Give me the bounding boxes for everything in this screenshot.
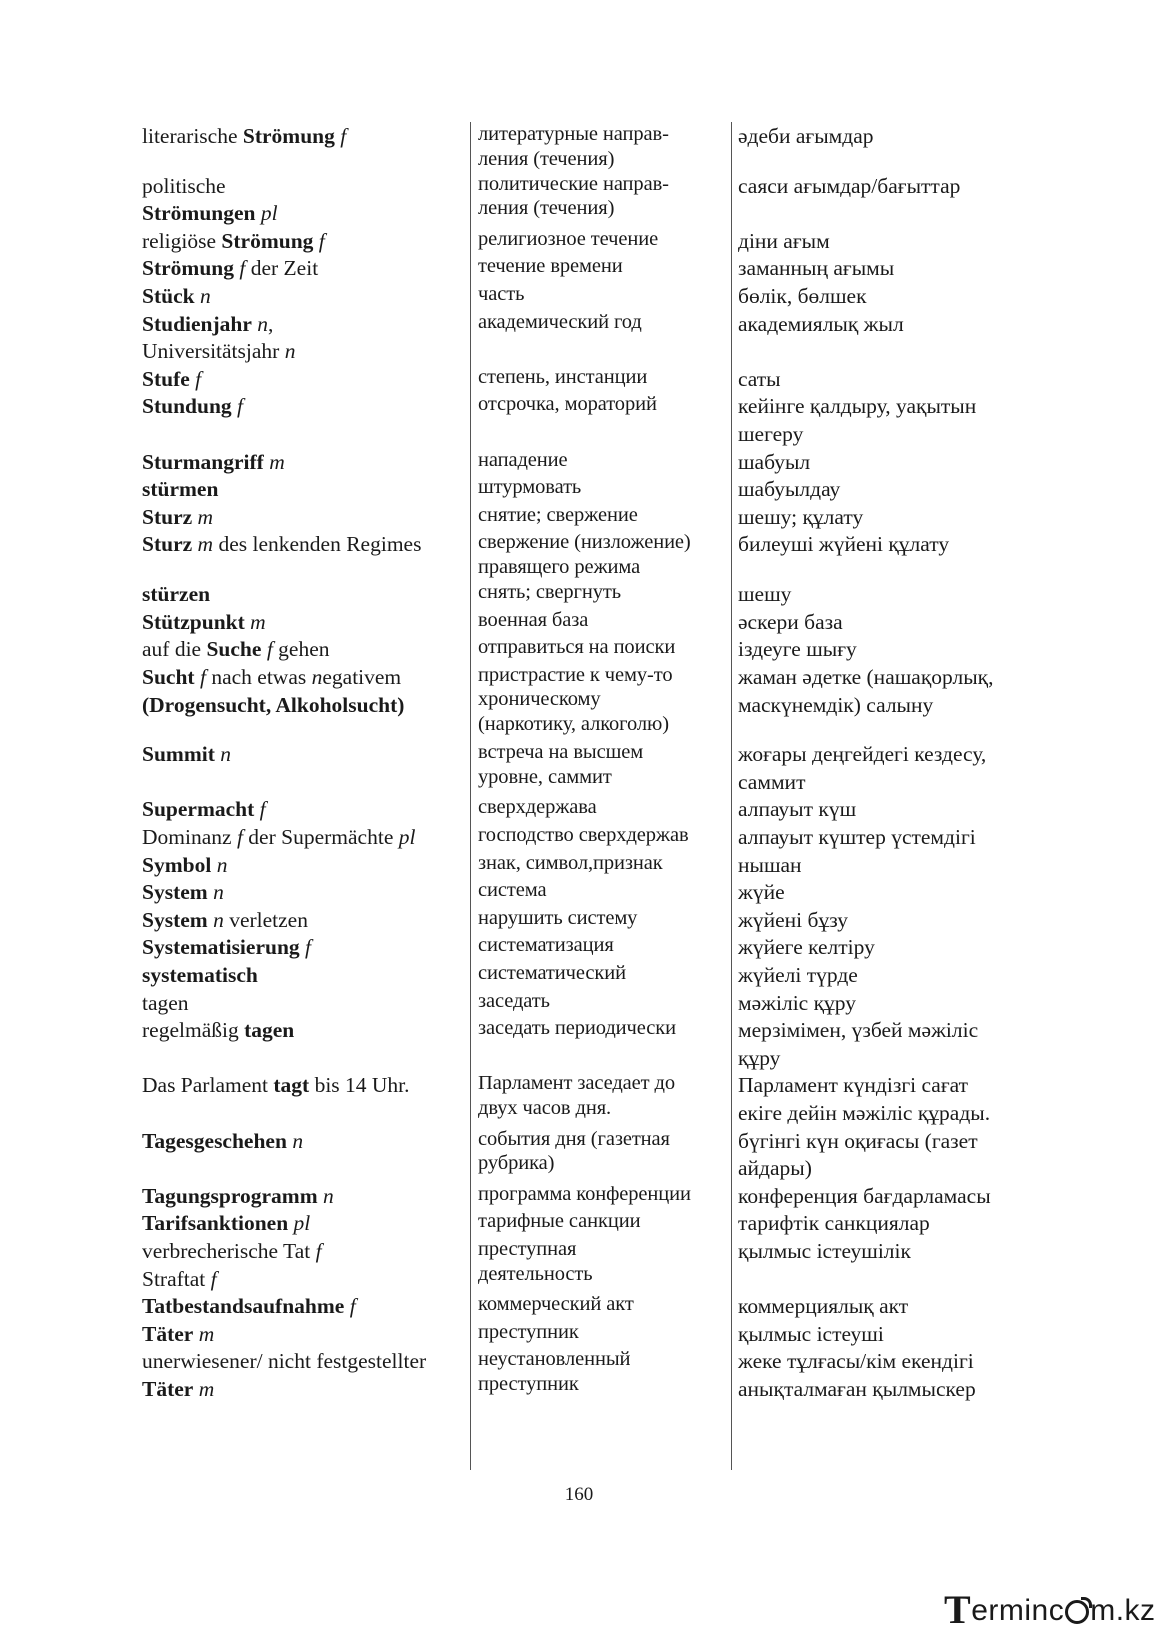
- german-term: [142, 122, 346, 150]
- term-text: Das Parlament: [142, 1073, 274, 1098]
- term-text: System: [142, 880, 208, 905]
- term-text: bis 14 Uhr.: [309, 1073, 410, 1098]
- kazakh-translation: жаман әдетке (нашақорлық,: [738, 664, 994, 689]
- german-term: [142, 227, 325, 255]
- term-text: regelmäßig: [142, 1018, 245, 1043]
- russian-translation: хроническому: [478, 688, 601, 711]
- russian-translation: преступник: [478, 1372, 579, 1395]
- german-term: [142, 1071, 410, 1099]
- kazakh-translation: жүйе: [738, 880, 785, 905]
- kazakh-translation: шешу: [738, 582, 792, 607]
- german-term: [142, 608, 266, 636]
- term-text: Tarifsanktionen: [142, 1211, 289, 1236]
- german-term: [142, 795, 266, 823]
- german-term: [142, 1347, 426, 1375]
- russian-translation: ления (течения): [478, 197, 615, 220]
- grammar-marker: f: [195, 366, 202, 391]
- term-text: Strömung: [221, 228, 314, 253]
- grammar-marker: f: [340, 124, 347, 148]
- russian-translation: коммерческий акт: [478, 1293, 634, 1316]
- kazakh-translation: анықталмаған қылмыскер: [738, 1377, 976, 1402]
- russian-translation: двух часов дня.: [478, 1096, 612, 1119]
- term-text: der Zeit: [245, 256, 319, 281]
- russian-translation: заседать периодически: [478, 1017, 677, 1040]
- grammar-marker: f: [239, 256, 246, 281]
- kazakh-translation: жүйеге келтіру: [738, 935, 875, 960]
- kazakh-translation: жүйені бұзу: [738, 907, 848, 932]
- german-term: [142, 961, 258, 989]
- grammar-marker: m: [198, 1377, 215, 1402]
- kazakh-translation: діни ағым: [738, 228, 830, 253]
- term-text: Supermacht: [142, 797, 255, 822]
- grammar-marker: f: [315, 1239, 322, 1264]
- russian-translation: преступная: [478, 1238, 577, 1261]
- term-text: Täter: [142, 1377, 194, 1402]
- term-text: Stundung: [142, 394, 232, 419]
- kazakh-translation: қылмыс істеуші: [738, 1321, 884, 1346]
- russian-translation: программа конференции: [478, 1182, 691, 1205]
- russian-translation: штурмовать: [478, 476, 582, 499]
- german-term: [142, 448, 285, 476]
- term-text: Sturmangriff: [142, 449, 264, 474]
- german-term: [142, 933, 311, 961]
- kazakh-translation: мәжіліс құру: [738, 990, 857, 1015]
- german-term: [142, 663, 401, 691]
- kazakh-translation: бүгінгі күн оқиғасы (газет: [738, 1128, 978, 1153]
- term-text: stürzen: [142, 582, 211, 607]
- russian-translation: систематизация: [478, 934, 614, 957]
- russian-translation: господство сверхдержав: [478, 824, 689, 847]
- term-text: Strömung: [142, 256, 234, 281]
- german-term: [142, 282, 211, 310]
- grammar-marker: f: [266, 637, 273, 662]
- kazakh-translation: шабуыл: [738, 449, 811, 474]
- russian-translation: литературные направ-: [478, 123, 669, 145]
- russian-translation: нарушить систему: [478, 906, 638, 929]
- russian-translation: ления (течения): [478, 147, 615, 170]
- russian-translation: снять; свергнуть: [478, 581, 621, 604]
- german-term: [142, 337, 295, 365]
- term-text: Summit: [142, 742, 215, 767]
- russian-translation: правящего режима: [478, 555, 641, 578]
- kazakh-translation: шегеру: [738, 422, 804, 447]
- russian-translation: отправиться на поиски: [478, 636, 676, 659]
- kazakh-translation: кейінге қалдыру, уақытын: [738, 394, 977, 419]
- kazakh-translation: саммит: [738, 769, 806, 794]
- grammar-marker: pl: [260, 201, 278, 226]
- term-text: Tagungsprogramm: [142, 1183, 318, 1208]
- kazakh-translation: айдары): [738, 1156, 812, 1181]
- russian-translation: деятельность: [478, 1262, 593, 1285]
- column-divider: [470, 122, 471, 1470]
- kazakh-translation: билеуші жүйені құлату: [738, 532, 950, 557]
- grammar-marker: f: [199, 664, 206, 689]
- term-text: Straftat: [142, 1266, 211, 1291]
- term-text: egativem: [322, 664, 402, 689]
- german-term: [142, 1292, 356, 1320]
- kazakh-translation: қылмыс істеушілік: [738, 1239, 911, 1264]
- german-term: [142, 1016, 294, 1044]
- german-term: [142, 475, 218, 503]
- logo-text-c: c: [1048, 1594, 1065, 1627]
- russian-translation: заседать: [478, 989, 550, 1012]
- kazakh-translation: жүйелі түрде: [738, 963, 858, 988]
- german-term: [142, 906, 308, 934]
- russian-translation: систематический: [478, 962, 626, 985]
- term-text: Strömungen: [142, 201, 256, 226]
- kazakh-translation: шабуылдау: [738, 477, 841, 502]
- grammar-marker: f: [318, 228, 325, 253]
- german-term: [142, 691, 404, 719]
- russian-translation: пристрастие к чему-то: [478, 663, 673, 686]
- kazakh-translation: саты: [738, 366, 781, 391]
- german-term: [142, 1265, 217, 1293]
- term-text: auf die: [142, 637, 207, 662]
- german-term: [142, 851, 227, 879]
- term-text: Symbol: [142, 852, 212, 877]
- grammar-marker: n: [284, 339, 296, 364]
- german-term: [142, 1237, 322, 1265]
- kazakh-translation: академиялық жыл: [738, 311, 904, 336]
- german-term: [142, 199, 278, 227]
- kazakh-translation: саяси ағымдар/бағыттар: [738, 173, 961, 198]
- german-term: [142, 635, 330, 663]
- grammar-marker: n: [199, 284, 211, 309]
- term-text: der Supermächte: [242, 825, 399, 850]
- grammar-marker: n: [292, 1128, 304, 1153]
- kazakh-translation: заманның ағымы: [738, 256, 895, 281]
- term-text: tagt: [273, 1073, 310, 1098]
- russian-translation: академический год: [478, 310, 642, 333]
- logo-ring-icon: [1065, 1600, 1089, 1624]
- grammar-marker: m: [250, 609, 266, 634]
- kazakh-translation: тарифтік санкциялар: [738, 1211, 930, 1236]
- term-text: Systematisierung: [142, 935, 300, 960]
- kazakh-translation: алпауыт күш: [738, 797, 857, 822]
- grammar-marker: f: [305, 935, 312, 960]
- kazakh-translation: маскүнемдік) салыну: [738, 692, 934, 717]
- russian-translation: система: [478, 879, 547, 902]
- term-text: politische: [142, 173, 226, 198]
- russian-translation: часть: [478, 283, 525, 306]
- russian-translation: уровне, саммит: [478, 765, 612, 788]
- grammar-marker: n: [220, 742, 231, 767]
- russian-translation: нападение: [478, 448, 568, 471]
- german-term: [142, 580, 210, 608]
- grammar-marker: pl: [398, 825, 416, 850]
- kazakh-translation: әскери база: [738, 609, 843, 634]
- terminkom-logo[interactable]: [944, 1587, 1156, 1632]
- term-text: ,: [268, 311, 274, 336]
- column-divider: [731, 122, 732, 1470]
- russian-translation: тарифные санкции: [478, 1210, 641, 1233]
- german-term: [142, 365, 201, 393]
- grammar-marker: f: [259, 797, 266, 822]
- page-number: 160: [564, 1484, 594, 1505]
- logo-text-a: ermin: [971, 1594, 1049, 1627]
- term-text: Strömung: [242, 124, 335, 148]
- grammar-marker: f: [210, 1266, 217, 1291]
- russian-translation: преступник: [478, 1320, 579, 1343]
- grammar-marker: f: [237, 394, 244, 419]
- german-term: [142, 392, 243, 420]
- russian-translation: рубрика): [478, 1152, 555, 1175]
- kazakh-translation: іздеуге шығу: [738, 637, 857, 662]
- russian-translation: сверхдержава: [478, 796, 597, 819]
- term-text: verletzen: [223, 907, 308, 932]
- term-text: Sucht: [142, 664, 195, 689]
- russian-translation: события дня (газетная: [478, 1127, 670, 1150]
- russian-translation: (наркотику, алкоголю): [478, 712, 669, 735]
- grammar-marker: m: [197, 532, 214, 557]
- russian-translation: снятие; свержение: [478, 503, 638, 526]
- term-text: Stück: [142, 284, 195, 309]
- german-term: [142, 1320, 214, 1348]
- term-text: literarische: [142, 124, 243, 148]
- term-text: tagen: [244, 1018, 295, 1043]
- russian-translation: военная база: [478, 608, 589, 631]
- kazakh-translation: әдеби ағымдар: [738, 124, 874, 148]
- term-text: stürmen: [142, 477, 219, 502]
- grammar-marker: n: [323, 1183, 334, 1208]
- logo-text-b: m.kz: [1090, 1594, 1156, 1627]
- term-text: Stützpunkt: [142, 609, 245, 634]
- term-text: tagen: [142, 990, 189, 1015]
- term-text: unerwiesener/ nicht festgestellter: [142, 1349, 427, 1374]
- kazakh-translation: жеке тұлғасы/кім екендігі: [738, 1349, 974, 1374]
- russian-translation: неустановленный: [478, 1348, 631, 1371]
- kazakh-translation: алпауыт күштер үстемдігі: [738, 825, 976, 850]
- german-term: [142, 172, 226, 200]
- russian-translation: степень, инстанции: [478, 365, 648, 388]
- term-text: Dominanz: [142, 825, 237, 850]
- russian-translation: встреча на высшем: [478, 741, 644, 764]
- german-term: [142, 1182, 334, 1210]
- german-term: [142, 740, 231, 768]
- russian-translation: знак, символ,признак: [478, 851, 663, 874]
- logo-letter-t: T: [944, 1587, 972, 1632]
- term-text: systematisch: [142, 963, 258, 988]
- kazakh-translation: шешу; құлату: [738, 504, 864, 529]
- term-text: Studienjahr: [142, 311, 252, 336]
- german-term: [142, 530, 421, 558]
- grammar-marker: pl: [293, 1211, 311, 1236]
- german-term: [142, 1127, 303, 1155]
- term-text: verbrecherische Tat: [142, 1239, 316, 1264]
- term-text: nach etwas: [205, 664, 312, 689]
- russian-translation: политические направ-: [478, 172, 669, 195]
- kazakh-translation: жоғары деңгейдегі кездесу,: [738, 742, 987, 767]
- grammar-marker: m: [198, 1321, 215, 1346]
- russian-translation: религиозное течение: [478, 227, 659, 250]
- term-text: Täter: [142, 1321, 194, 1346]
- german-term: [142, 254, 318, 282]
- german-term: [142, 878, 224, 906]
- kazakh-translation: бөлік, бөлшек: [738, 284, 867, 309]
- grammar-marker: n: [257, 311, 269, 336]
- kazakh-translation: нышан: [738, 852, 802, 877]
- grammar-marker: m: [197, 504, 214, 529]
- term-text: Universitätsjahr: [142, 339, 285, 364]
- grammar-marker: n: [311, 664, 323, 689]
- grammar-marker: n: [213, 907, 224, 932]
- russian-translation: свержение (низложение): [478, 531, 691, 554]
- term-text: gehen: [272, 637, 330, 662]
- kazakh-translation: құру: [738, 1045, 781, 1070]
- german-term: [142, 823, 415, 851]
- german-term: [142, 1375, 214, 1403]
- grammar-marker: n: [216, 852, 228, 877]
- term-text: System: [142, 907, 208, 932]
- german-term: [142, 503, 213, 531]
- kazakh-translation: Парламент күндізгі сағат: [738, 1073, 969, 1098]
- kazakh-translation: мерзімімен, үзбей мәжіліс: [738, 1018, 979, 1043]
- term-text: Tagesgeschehen: [142, 1128, 287, 1153]
- term-text: des lenkenden Regimes: [213, 532, 422, 557]
- russian-translation: течение времени: [478, 255, 623, 278]
- term-text: (Drogensucht, Alkoholsucht): [142, 692, 405, 717]
- russian-translation: отсрочка, мораторий: [478, 393, 657, 416]
- grammar-marker: f: [349, 1294, 356, 1319]
- german-term: [142, 310, 273, 338]
- term-text: religiöse: [142, 228, 222, 253]
- term-text: Sturz: [142, 532, 193, 557]
- kazakh-translation: конференция бағдарламасы: [738, 1183, 991, 1208]
- kazakh-translation: екіге дейін мәжіліс құрады.: [738, 1101, 991, 1126]
- german-term: [142, 1209, 310, 1237]
- grammar-marker: m: [269, 449, 285, 474]
- german-term: [142, 989, 189, 1017]
- term-text: Suche: [206, 637, 262, 662]
- term-text: Sturz: [142, 504, 193, 529]
- term-text: Stufe: [142, 366, 190, 391]
- russian-translation: Парламент заседает до: [478, 1072, 676, 1095]
- grammar-marker: n: [213, 880, 224, 905]
- term-text: Tatbestandsaufnahme: [142, 1294, 345, 1319]
- kazakh-translation: коммерциялық акт: [738, 1294, 909, 1319]
- grammar-marker: f: [236, 825, 243, 850]
